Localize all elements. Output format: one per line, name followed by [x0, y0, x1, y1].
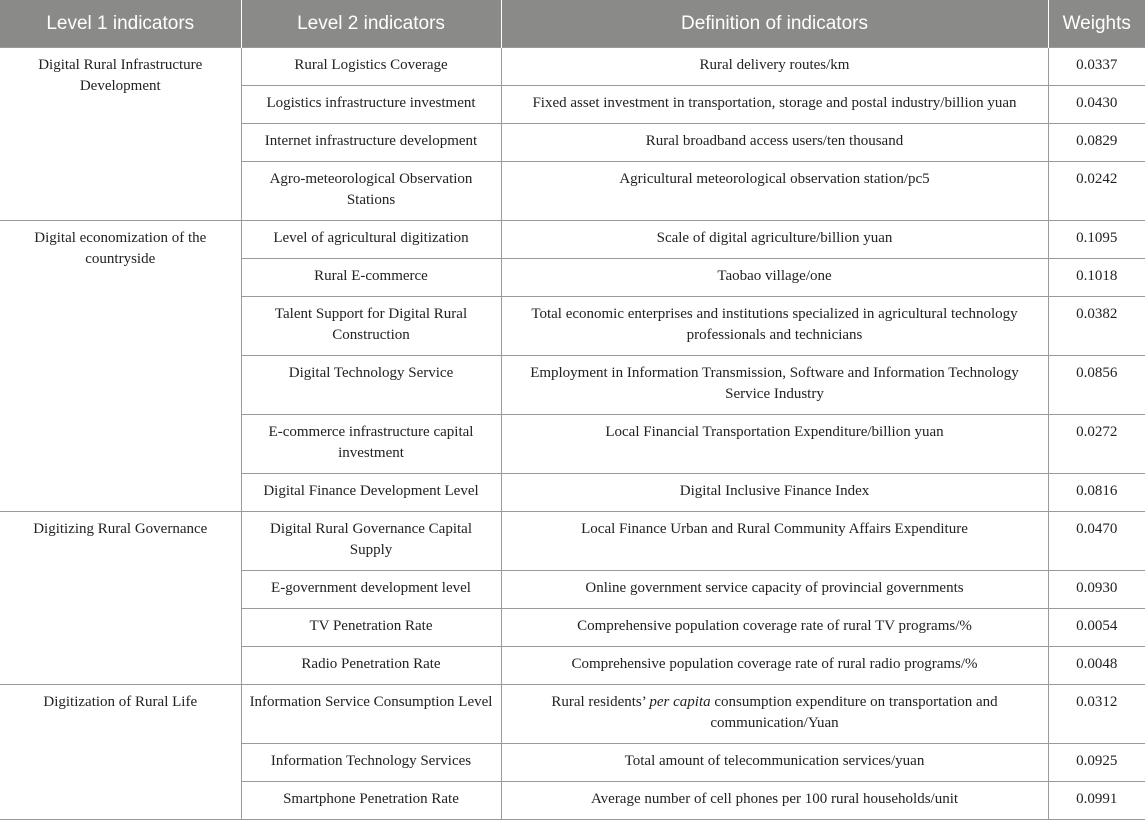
level2-cell: Smartphone Penetration Rate — [241, 782, 501, 820]
definition-cell: Comprehensive population coverage rate of rural TV programs/% — [501, 609, 1048, 647]
weight-cell: 0.0382 — [1048, 297, 1145, 356]
definition-cell: Total amount of telecommunication services/yuan — [501, 744, 1048, 782]
weight-cell: 0.0856 — [1048, 356, 1145, 415]
level2-cell: Digital Technology Service — [241, 356, 501, 415]
level2-cell: Agro-meteorological Observation Stations — [241, 162, 501, 221]
definition-cell: Local Finance Urban and Rural Community Affairs Expenditure — [501, 512, 1048, 571]
table-row — [0, 221, 1145, 259]
weight-cell: 0.0430 — [1048, 86, 1145, 124]
table-body — [0, 48, 1145, 820]
level2-cell: Information Service Consumption Level — [241, 685, 501, 744]
level2-cell: Radio Penetration Rate — [241, 647, 501, 685]
definition-cell: Agricultural meteorological observation station/pc5 — [501, 162, 1048, 221]
definition-cell: Digital Inclusive Finance Index — [501, 474, 1048, 512]
definition-cell: Total economic enterprises and institutions specialized in agricultural technology professionals and technicians — [501, 297, 1048, 356]
weight-cell: 0.0272 — [1048, 415, 1145, 474]
weight-cell: 0.0829 — [1048, 124, 1145, 162]
level2-cell: Information Technology Services — [241, 744, 501, 782]
definition-cell: Local Financial Transportation Expenditure/billion yuan — [501, 415, 1048, 474]
level2-cell: Digital Finance Development Level — [241, 474, 501, 512]
definition-cell: Rural delivery routes/km — [501, 48, 1048, 86]
weight-cell: 0.1095 — [1048, 221, 1145, 259]
definition-cell: Online government service capacity of provincial governments — [501, 571, 1048, 609]
weight-cell: 0.0312 — [1048, 685, 1145, 744]
weight-cell: 0.1018 — [1048, 259, 1145, 297]
table-header — [0, 0, 1145, 48]
level2-cell: Talent Support for Digital Rural Construction — [241, 297, 501, 356]
level2-cell: E-government development level — [241, 571, 501, 609]
level2-cell: Internet infrastructure development — [241, 124, 501, 162]
definition-cell: Fixed asset investment in transportation, storage and postal industry/billion yuan — [501, 86, 1048, 124]
definition-text: consumption expenditure on transportation and communication/Yuan — [710, 694, 998, 731]
weight-cell: 0.0337 — [1048, 48, 1145, 86]
weight-cell: 0.0816 — [1048, 474, 1145, 512]
definition-cell — [501, 685, 1048, 744]
weight-cell: 0.0470 — [1048, 512, 1145, 571]
weight-cell: 0.0991 — [1048, 782, 1145, 820]
level2-cell: Rural Logistics Coverage — [241, 48, 501, 86]
level1-cell: Digitization of Rural Life — [0, 685, 241, 820]
weight-cell: 0.0048 — [1048, 647, 1145, 685]
definition-text: Rural residents’ — [551, 694, 650, 710]
level1-cell: Digital economization of the countryside — [0, 221, 241, 512]
definition-cell: Scale of digital agriculture/billion yuan — [501, 221, 1048, 259]
level1-cell: Digitizing Rural Governance — [0, 512, 241, 685]
level2-cell: Digital Rural Governance Capital Supply — [241, 512, 501, 571]
level1-cell: Digital Rural Infrastructure Development — [0, 48, 241, 221]
definition-cell: Rural broadband access users/ten thousand — [501, 124, 1048, 162]
header-definition: Definition of indicators — [501, 0, 1048, 48]
definition-italic-text: per capita — [649, 694, 711, 710]
definition-cell: Taobao village/one — [501, 259, 1048, 297]
weight-cell: 0.0930 — [1048, 571, 1145, 609]
header-level2: Level 2 indicators — [241, 0, 501, 48]
weight-cell: 0.0925 — [1048, 744, 1145, 782]
table-row — [0, 512, 1145, 571]
header-row — [0, 0, 1145, 48]
level2-cell: E-commerce infrastructure capital investment — [241, 415, 501, 474]
definition-cell: Average number of cell phones per 100 rural households/unit — [501, 782, 1048, 820]
header-level1: Level 1 indicators — [0, 0, 241, 48]
table-row — [0, 48, 1145, 86]
definition-cell: Employment in Information Transmission, Software and Information Technology Service Industry — [501, 356, 1048, 415]
header-weights: Weights — [1048, 0, 1145, 48]
table-row — [0, 685, 1145, 744]
weight-cell: 0.0054 — [1048, 609, 1145, 647]
weight-cell: 0.0242 — [1048, 162, 1145, 221]
level2-cell: Logistics infrastructure investment — [241, 86, 501, 124]
level2-cell: TV Penetration Rate — [241, 609, 501, 647]
level2-cell: Rural E-commerce — [241, 259, 501, 297]
level2-cell: Level of agricultural digitization — [241, 221, 501, 259]
definition-cell: Comprehensive population coverage rate of rural radio programs/% — [501, 647, 1048, 685]
